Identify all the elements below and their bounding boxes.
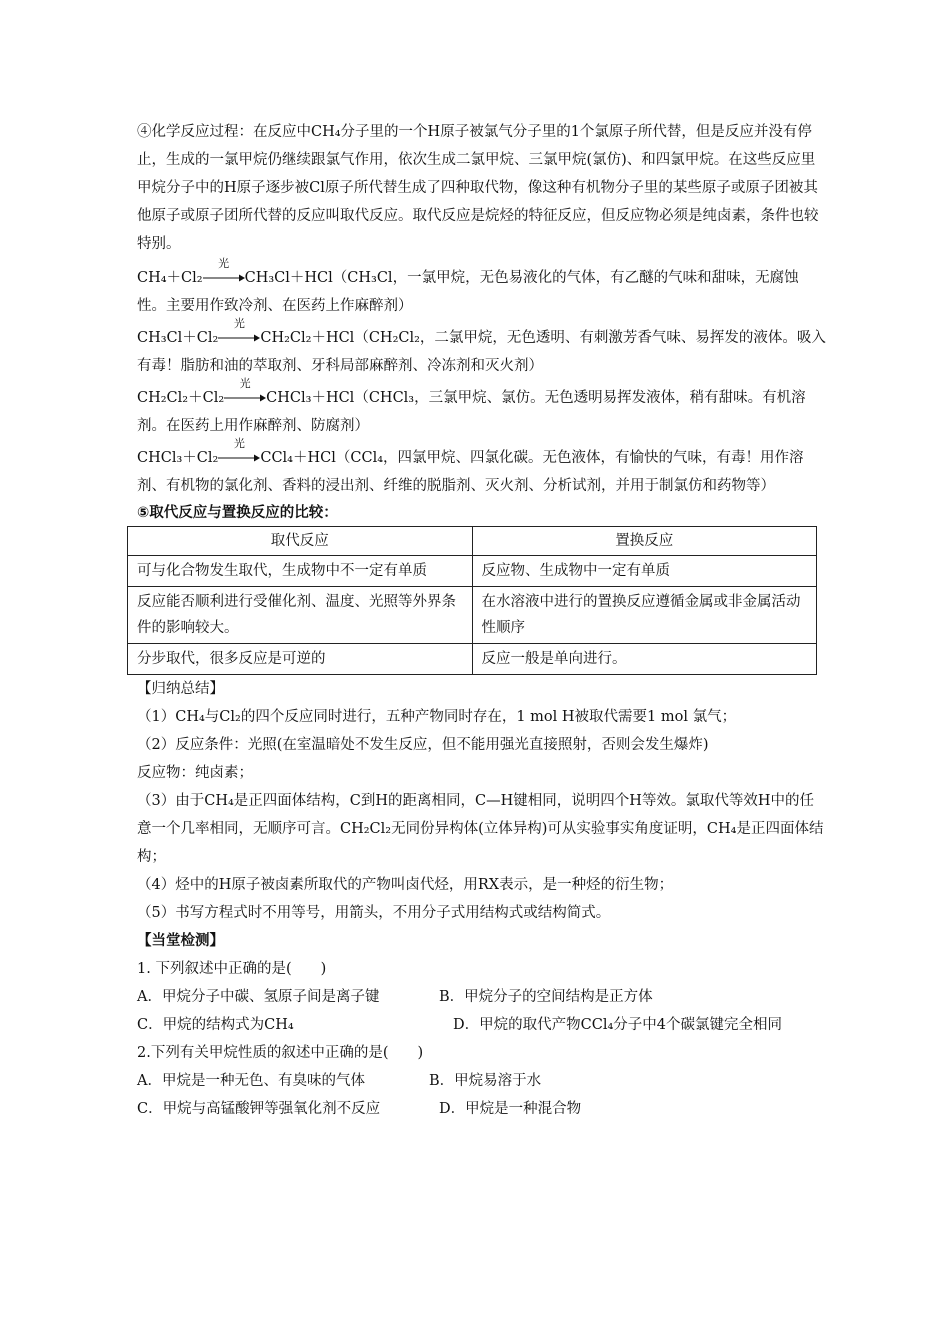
reaction-list (137, 257, 827, 500)
summary-item: （3）由于CH₄是正四面体结构，C到H的距离相同，C—H键相同，说明四个H等效。氯取代等效H中的任意一个几率相同，无顺序可言。CH₂Cl₂无同份异构体(立体异构)可从实验事实角度证明，CH₄是正四面体结构； (137, 793, 824, 865)
table-header-displacement: 置换反应 (472, 527, 817, 556)
question-1-options-ab (137, 983, 827, 1011)
question-2-options-ab (137, 1067, 827, 1095)
summary-item: （1）CH₄与Cl₂的四个反应同时进行，五种产物同时存在，1 mol H被取代需要1 mol 氯气； (137, 709, 737, 725)
table-row (128, 644, 817, 675)
q1-option-d[interactable]: D．甲烷的取代产物CCl₄分子中4个碳氯键完全相同 (453, 1017, 782, 1033)
reaction-4-products: CCl₄＋HCl (260, 450, 336, 466)
test-section (137, 927, 827, 1123)
comparison-heading: ⑤取代反应与置换反应的比较： (137, 505, 338, 521)
arrow-label: 光 (233, 437, 245, 450)
process-paragraph: ④化学反应过程：在反应中CH₄分子里的一个H原子被氯气分子里的1个氯原子所代替，但是反应并没有停止，生成的一氯甲烷仍继续跟氯气作用，依次生成二氯甲烷、三氯甲烷(氯仿)、和四氯甲烷。在这些反应里甲烷分子中的H原子逐步被Cl原子所代替生成了四种取代物，像这种有机物分子里的某些原子或原子团被其他原子或原子团所代替的反应叫取代反应。取代反应是烷烃的特征反应，但反应物必须是纯卤素，条件也较特别。 (137, 124, 819, 252)
light-arrow-icon (218, 437, 260, 465)
summary-section (137, 675, 827, 927)
summary-item: （2）反应条件：光照(在室温暗处不发生反应，但不能用强光直接照射，否则会发生爆炸) (137, 737, 709, 753)
table-cell: 分步取代，很多反应是可逆的 (128, 644, 473, 675)
reaction-4-reactants: CHCl₃＋Cl₂ (137, 450, 219, 466)
reaction-1-products: CH₃Cl＋HCl (244, 270, 333, 286)
reaction-2-reactants: CH₃Cl＋Cl₂ (137, 330, 219, 346)
question-1-stem: 1. 下列叙述中正确的是( ) (137, 961, 327, 977)
q1-option-b[interactable]: B．甲烷分子的空间结构是正方体 (439, 989, 653, 1005)
reaction-1-reactants: CH₄＋Cl₂ (137, 270, 203, 286)
question-2-options-cd (137, 1095, 827, 1123)
table-cell: 在水溶液中进行的置换反应遵循金属或非金属活动性顺序 (472, 587, 817, 644)
question-2-stem: 2.下列有关甲烷性质的叙述中正确的是( ) (137, 1045, 424, 1061)
reaction-2-products: CH₂Cl₂＋HCl (260, 330, 355, 346)
reaction-1-note: （CH₃Cl，一氯甲烷，无色易液化的气体，有乙醚的气味和甜味，无腐蚀性。主要用作致冷剂、在医药上作麻醉剂） (137, 270, 799, 314)
q2-option-c[interactable]: C．甲烷与高锰酸钾等强氧化剂不反应 (137, 1101, 381, 1117)
reaction-4-note: （CCl₄，四氯甲烷、四氯化碳。无色液体，有愉快的气味，有毒！用作溶剂、有机物的氯化剂、香料的浸出剂、纤维的脱脂剂、灭火剂、分析试剂，并用于制氯仿和药物等） (137, 450, 804, 494)
reaction-1 (137, 257, 827, 320)
summary-item: （4）烃中的H原子被卤素所取代的产物叫卤代烃，用RX表示，是一种烃的衍生物； (137, 877, 674, 893)
table-header-substitution: 取代反应 (128, 527, 473, 556)
reaction-3-note: （CHCl₃，三氯甲烷、氯仿。无色透明易挥发液体，稍有甜味。有机溶剂。在医药上用作麻醉剂、防腐剂） (137, 390, 806, 434)
table-cell: 反应一般是单向进行。 (472, 644, 817, 675)
light-arrow-icon (203, 257, 245, 285)
arrow-label: 光 (218, 257, 230, 270)
q2-option-d[interactable]: D．甲烷是一种混合物 (439, 1101, 582, 1117)
reaction-2 (137, 317, 827, 380)
arrow-label: 光 (239, 377, 251, 390)
q2-option-b[interactable]: B．甲烷易溶于水 (429, 1073, 542, 1089)
table-cell: 反应物、生成物中一定有单质 (472, 556, 817, 587)
comparison-table (127, 526, 817, 675)
test-heading: 【当堂检测】 (137, 933, 224, 949)
reaction-3 (137, 377, 827, 440)
q2-option-a[interactable]: A．甲烷是一种无色、有臭味的气体 (137, 1073, 365, 1089)
table-row (128, 587, 817, 644)
table-cell: 可与化合物发生取代，生成物中不一定有单质 (128, 556, 473, 587)
table-cell: 反应能否顺利进行受催化剂、温度、光照等外界条件的影响较大。 (128, 587, 473, 644)
summary-item: （5）书写方程式时不用等号，用箭头，不用分子式用结构式或结构简式。 (137, 905, 611, 921)
document-page (137, 118, 827, 1123)
summary-heading: 【归纳总结】 (137, 681, 224, 697)
table-row (128, 556, 817, 587)
reaction-4 (137, 437, 827, 500)
light-arrow-icon (224, 377, 266, 405)
light-arrow-icon (218, 317, 260, 345)
summary-item: 反应物：纯卤素； (137, 765, 253, 781)
table-header-row (128, 527, 817, 556)
question-1-options-cd (137, 1011, 827, 1039)
q1-option-c[interactable]: C．甲烷的结构式为CH₄ (137, 1017, 294, 1033)
reaction-2-note: （CH₂Cl₂，二氯甲烷，无色透明、有刺激芳香气味、易挥发的液体。吸入有毒！脂肪和油的萃取剂、牙科局部麻醉剂、冷冻剂和灭火剂） (137, 330, 826, 374)
reaction-3-products: CHCl₃＋HCl (266, 390, 355, 406)
q1-option-a[interactable]: A．甲烷分子中碳、氢原子间是离子键 (137, 989, 380, 1005)
reaction-3-reactants: CH₂Cl₂＋Cl₂ (137, 390, 225, 406)
arrow-label: 光 (233, 317, 245, 330)
